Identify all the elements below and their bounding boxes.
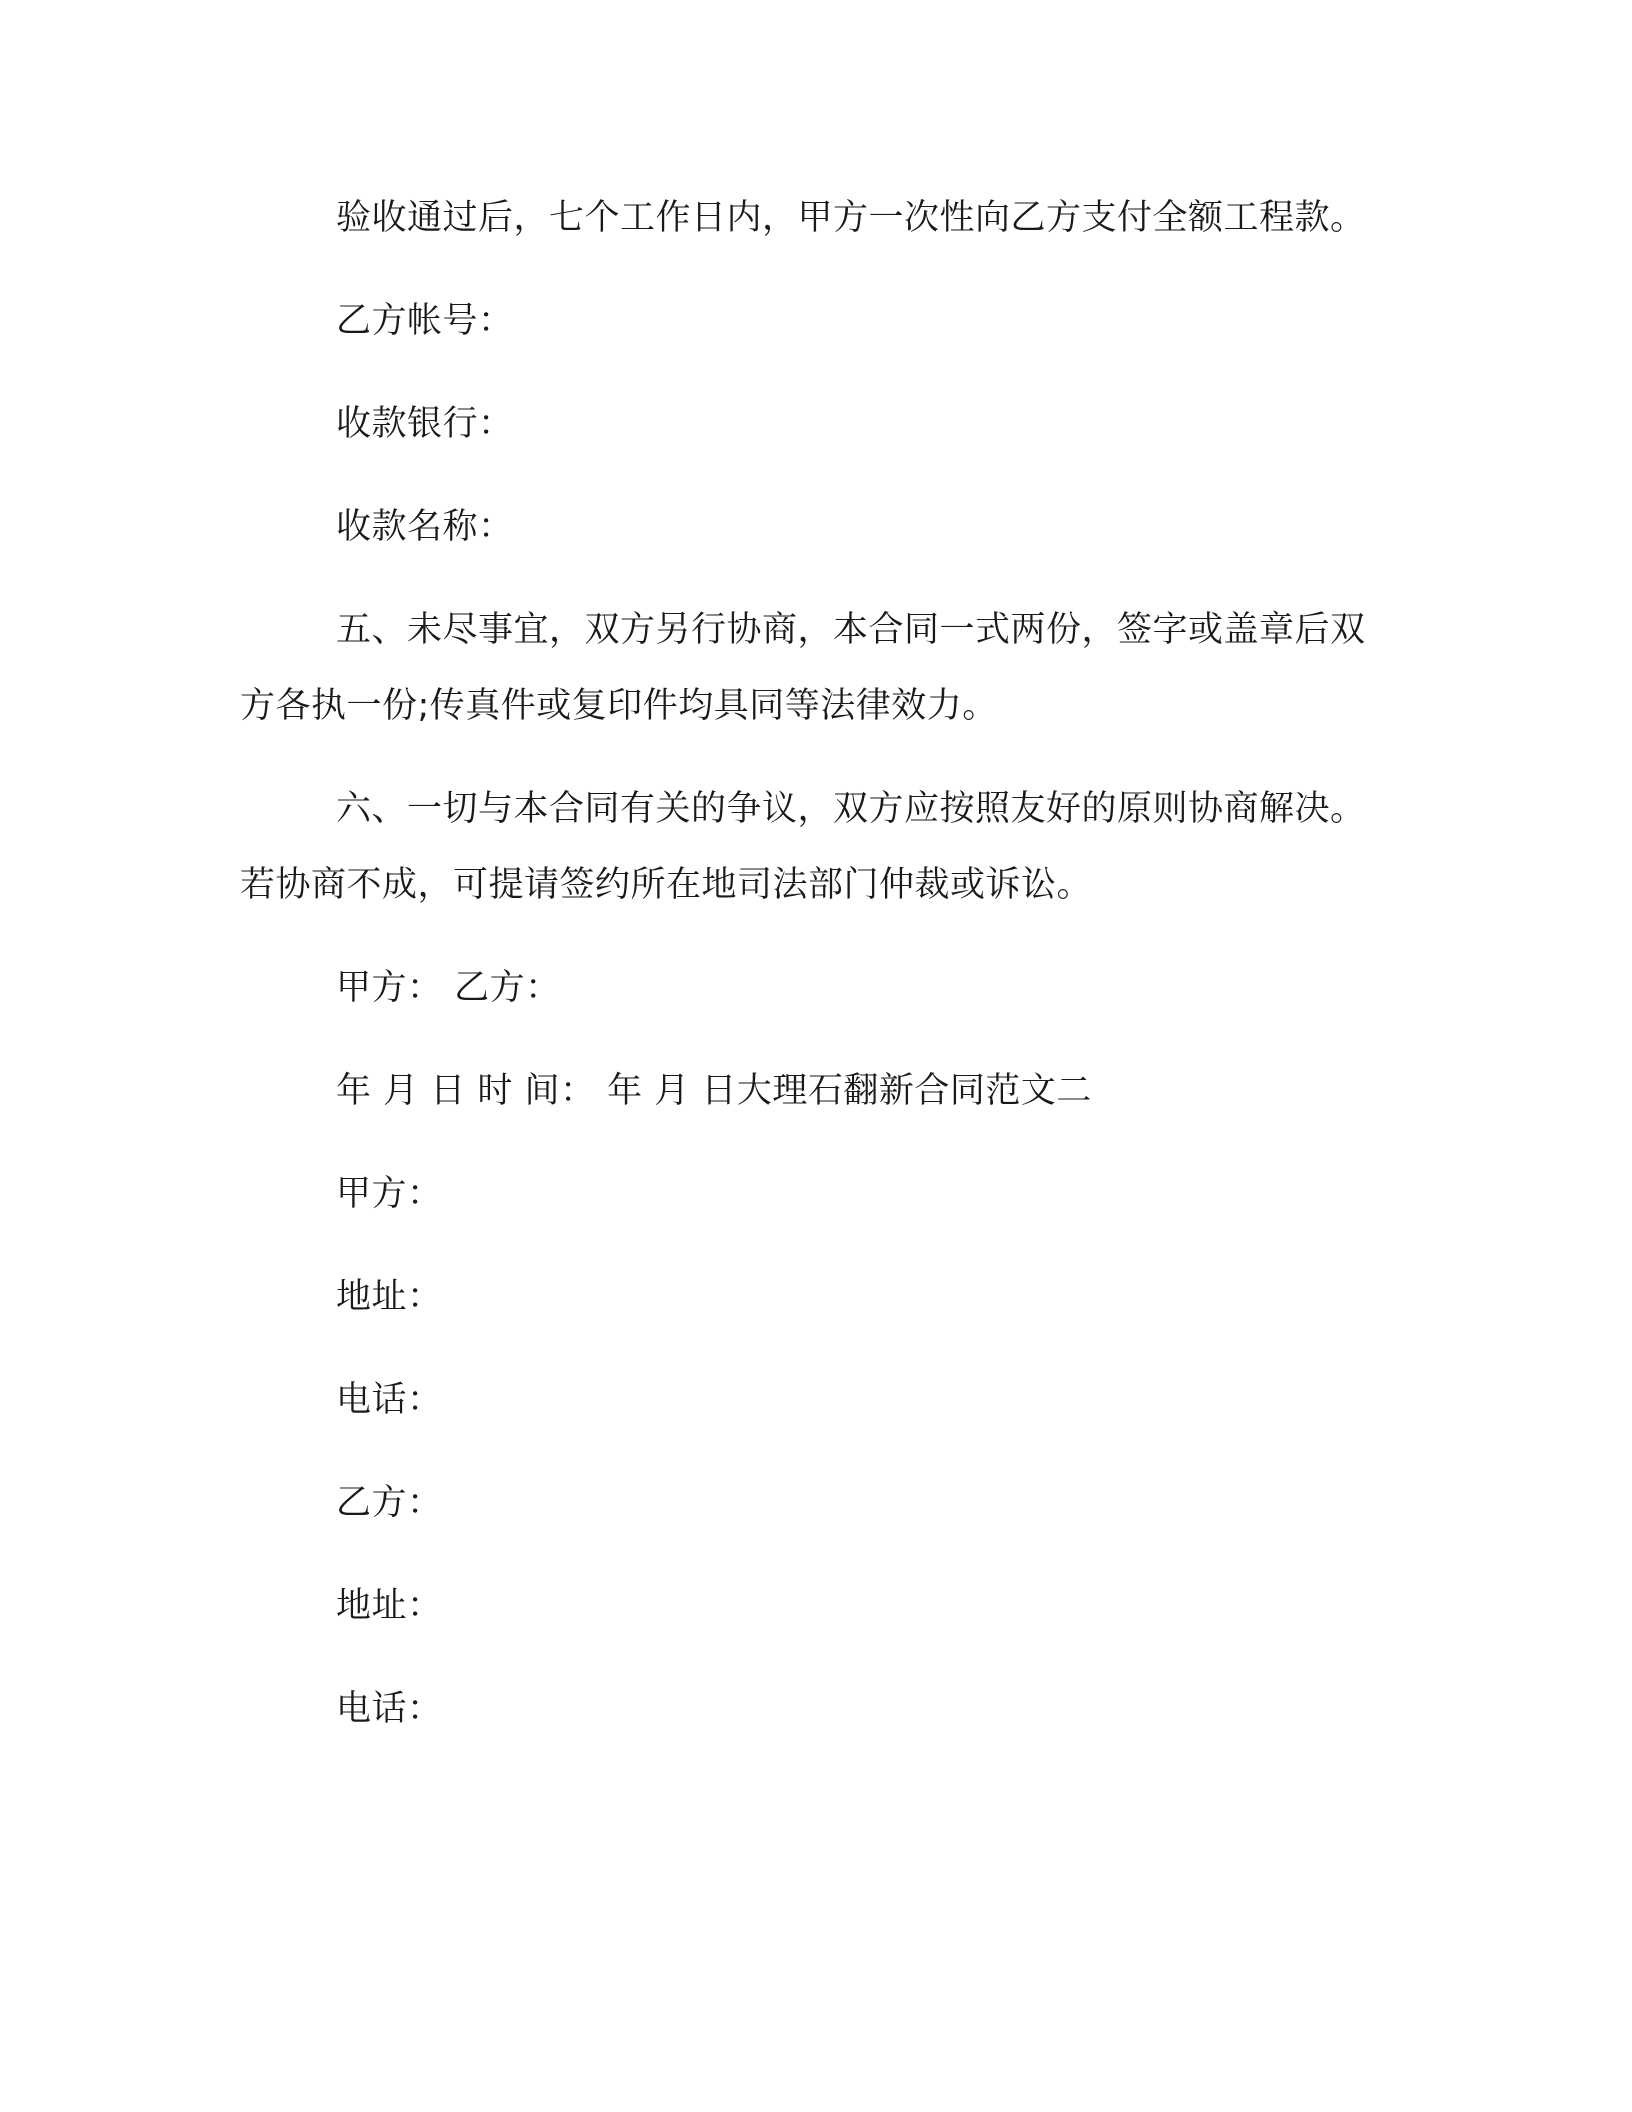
paragraph-date-and-title: 年 月 日 时 间： 年 月 日大理石翻新合同范文二 — [336, 1071, 1092, 1111]
paragraph-party-b: 乙方： — [336, 1483, 443, 1523]
paragraph-account-number: 乙方帐号： — [336, 301, 514, 341]
paragraph-party-a: 甲方： — [336, 1174, 443, 1214]
paragraph-clause-six: 六、一切与本合同有关的争议，双方应按照友好的原则协商解决。若协商不成，可提请签约所在地司法部门仲裁或诉讼。 — [240, 789, 1366, 905]
paragraph-clause-five: 五、未尽事宜，双方另行协商，本合同一式两份，签字或盖章后双方各执一份;传真件或复印件均具同等法律效力。 — [240, 610, 1366, 726]
paragraph-party-a-address: 地址： — [336, 1277, 443, 1317]
paragraph-party-b-address: 地址： — [336, 1586, 443, 1626]
paragraph-receiving-bank: 收款银行： — [336, 404, 514, 444]
paragraph-party-a-phone: 电话： — [336, 1380, 443, 1420]
paragraph-payment-terms: 验收通过后，七个工作日内，甲方一次性向乙方支付全额工程款。 — [336, 198, 1366, 238]
paragraph-payee-name: 收款名称： — [336, 507, 514, 547]
paragraph-parties: 甲方： 乙方： — [336, 968, 561, 1008]
paragraph-party-b-phone: 电话： — [336, 1689, 443, 1729]
